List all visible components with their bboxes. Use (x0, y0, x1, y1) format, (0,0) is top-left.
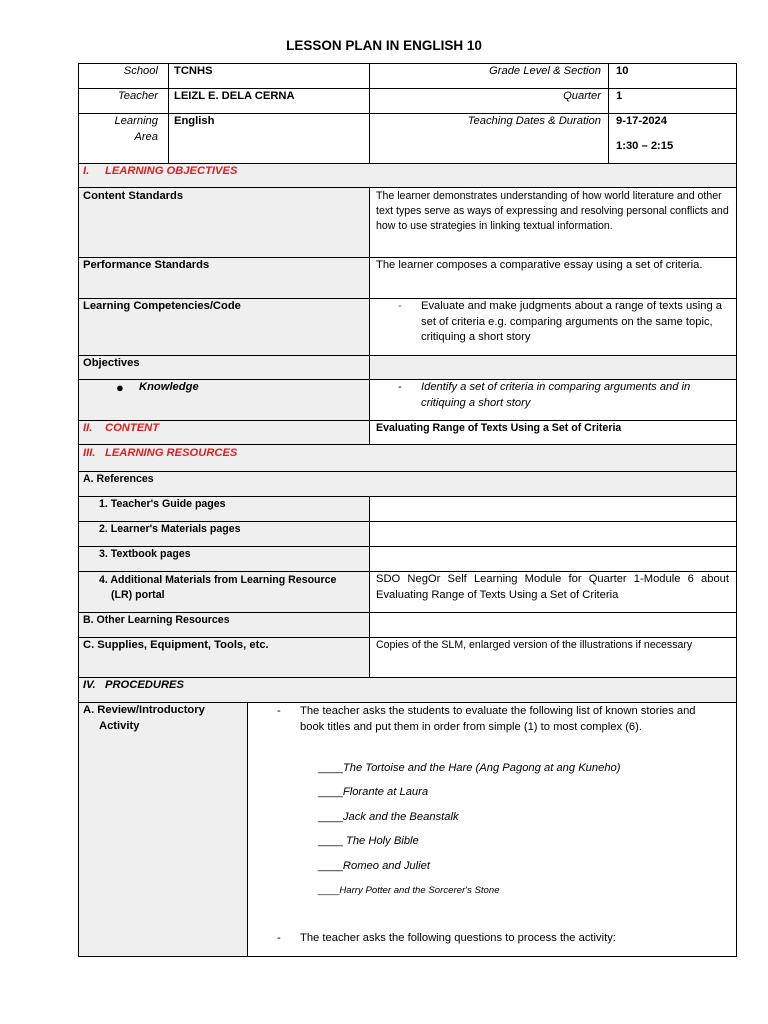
school-label: School (123, 65, 158, 77)
teacher-label: Teacher (117, 90, 158, 102)
procedures-heading: PROCEDURES (105, 679, 184, 691)
content-num: II. (83, 422, 93, 434)
objectives-label: Objectives (83, 357, 140, 369)
answer-blank: ____ (318, 786, 343, 798)
objectives-num: I. (83, 165, 90, 177)
answer-blank: ____ (318, 811, 343, 823)
knowledge-text: Identify a set of criteria in comparing arguments and in critiquing a short story (421, 381, 691, 409)
content-standards-text: The learner demonstrates understanding of how world literature and other text types serve as ways of expressing and resolving personal conflicts and how to use strategies in linking textual information. (376, 190, 729, 232)
objectives-row-shade (78, 355, 736, 379)
tg-label: 1. Teacher's Guide pages (99, 498, 226, 510)
am-label-line2: (LR) portal (111, 589, 165, 601)
dates-label: Teaching Dates & Duration (467, 115, 601, 127)
references-label: A. References (83, 473, 154, 485)
school-value: TCNHS (174, 65, 213, 77)
list-item (318, 859, 430, 875)
page-title: LESSON PLAN IN ENGLISH 10 (286, 38, 482, 53)
rule (168, 63, 169, 163)
rule (247, 702, 248, 956)
area-value: English (174, 115, 215, 127)
review-label-line1: A. Review/Introductory (83, 704, 205, 716)
intro-dash: - (277, 705, 281, 717)
review-label-line2: Activity (99, 720, 140, 732)
lm-label: 2. Learner's Materials pages (99, 523, 241, 535)
am-text: SDO NegOr Self Learning Module for Quarter 1-Module 6 about Evaluating Range of Texts Using a Set of Criteria (376, 573, 729, 601)
process-dash: - (277, 932, 281, 944)
story-title: Jack and the Beanstalk (342, 811, 459, 823)
time-value: 1:30 – 2:15 (616, 140, 674, 152)
answer-blank: ____ (318, 835, 346, 847)
references-shade (78, 471, 736, 496)
answer-blank: ____ (318, 762, 343, 774)
performance-text: The learner composes a comparative essay using a set of criteria. (376, 259, 703, 271)
rule (78, 187, 737, 188)
objectives-heading: LEARNING OBJECTIVES (105, 165, 238, 177)
review-shade (78, 702, 247, 956)
list-item (318, 810, 459, 826)
quarter-value: 1 (616, 90, 623, 102)
procedures-num: IV. (83, 679, 96, 691)
list-item (318, 761, 621, 777)
resources-heading: LEARNING RESOURCES (105, 447, 238, 459)
story-title: Romeo and Juliet (342, 860, 430, 872)
rule (78, 956, 737, 957)
performance-label: Performance Standards (83, 259, 210, 271)
rule (736, 63, 737, 957)
content-heading: CONTENT (105, 422, 160, 434)
rule (369, 63, 370, 163)
date-value: 9-17-2024 (616, 115, 668, 127)
other-resources-label: B. Other Learning Resources (83, 614, 230, 626)
competencies-text: Evaluate and make judgments about a range of texts using a set of criteria e.g. comparing arguments on the same topic, critiquing a short story (421, 300, 723, 343)
answer-blank: ____ (318, 860, 343, 872)
competencies-dash: - (398, 300, 402, 312)
grade-label: Grade Level & Section (489, 65, 601, 77)
resources-num: III. (83, 447, 96, 459)
list-item (318, 785, 428, 801)
content-standards-label: Content Standards (83, 190, 184, 202)
knowledge-label: Knowledge (139, 381, 199, 393)
content-value: Evaluating Range of Texts Using a Set of Criteria (376, 422, 622, 434)
am-label-line1: 4. Additional Materials from Learning Resource (99, 574, 337, 586)
story-title: The Holy Bible (346, 835, 419, 847)
story-title: Harry Potter and the Sorcerer's Stone (339, 885, 500, 896)
teacher-value: LEIZL E. DELA CERNA (174, 90, 295, 102)
area-label-line1: Learning (114, 115, 158, 127)
rule (78, 444, 737, 445)
list-item (318, 834, 419, 850)
rule (369, 187, 370, 444)
rule (78, 355, 737, 356)
supplies-label: C. Supplies, Equipment, Tools, etc. (83, 639, 269, 651)
supplies-text: Copies of the SLM, enlarged version of the illustrations if necessary (376, 639, 693, 651)
knowledge-dash: - (398, 381, 402, 393)
tb-label: 3. Textbook pages (99, 548, 191, 560)
area-label-line2: Area (134, 131, 158, 143)
competencies-label: Learning Competencies/Code (83, 300, 241, 312)
rule (78, 63, 79, 957)
intro-text: The teacher asks the students to evaluate the following list of known stories and book titles and put them in order from simple (1) to most complex (6). (300, 705, 696, 733)
list-item (318, 883, 500, 899)
process-text: The teacher asks the following questions to process the activity: (300, 932, 616, 944)
answer-blank: ____ (318, 885, 340, 896)
story-title: The Tortoise and the Hare (Ang Pagong at ang Kuneho) (342, 762, 621, 774)
knowledge-bullet: ● (116, 380, 124, 395)
quarter-label: Quarter (563, 90, 601, 102)
story-title: Florante at Laura (342, 786, 429, 798)
rule (369, 496, 370, 677)
rule (608, 63, 609, 163)
rule (78, 471, 737, 472)
grade-value: 10 (616, 65, 629, 77)
